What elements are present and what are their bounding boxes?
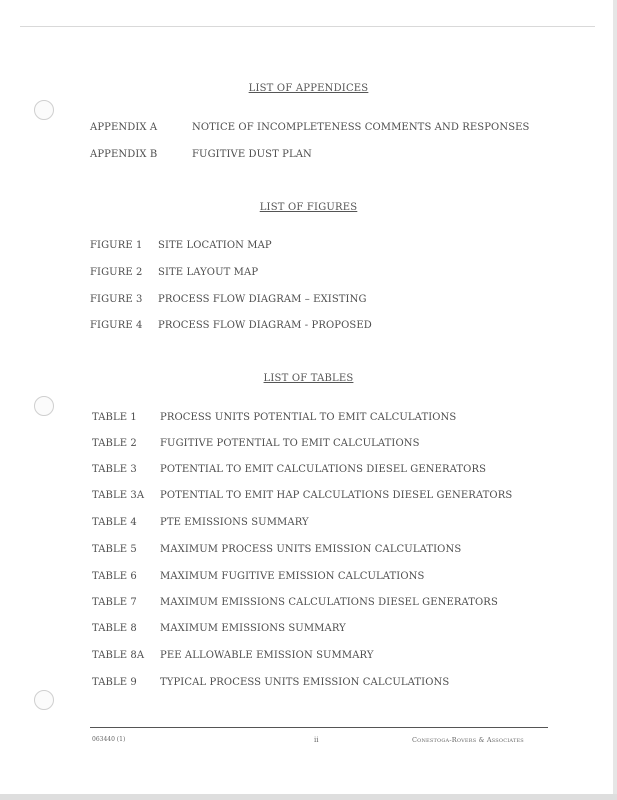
table-label: TABLE 4 bbox=[92, 517, 137, 528]
table-title: MAXIMUM EMISSIONS CALCULATIONS DIESEL GENERATORS bbox=[160, 597, 498, 608]
table-title: MAXIMUM FUGITIVE EMISSION CALCULATIONS bbox=[160, 571, 425, 582]
table-title: TYPICAL PROCESS UNITS EMISSION CALCULATIONS bbox=[160, 677, 450, 688]
footer-page-number: ii bbox=[314, 736, 319, 744]
figure-title: SITE LOCATION MAP bbox=[158, 240, 272, 251]
table-label: TABLE 2 bbox=[92, 438, 137, 449]
figure-label: FIGURE 3 bbox=[90, 294, 143, 305]
table-title: FUGITIVE POTENTIAL TO EMIT CALCULATIONS bbox=[160, 438, 420, 449]
figure-title: SITE LAYOUT MAP bbox=[158, 267, 259, 278]
footer-company: Conestoga-Rovers & Associates bbox=[412, 736, 524, 744]
table-title: POTENTIAL TO EMIT CALCULATIONS DIESEL GENERATORS bbox=[160, 464, 487, 475]
binder-hole-bottom bbox=[34, 690, 54, 710]
table-title: PTE EMISSIONS SUMMARY bbox=[160, 517, 309, 528]
table-title: PROCESS UNITS POTENTIAL TO EMIT CALCULATIONS bbox=[160, 412, 457, 423]
binder-hole-top bbox=[34, 100, 54, 120]
table-label: TABLE 8 bbox=[92, 623, 137, 634]
table-title: MAXIMUM PROCESS UNITS EMISSION CALCULATIONS bbox=[160, 544, 462, 555]
figures-heading: LIST OF FIGURES bbox=[259, 202, 358, 213]
binder-hole-middle bbox=[34, 396, 54, 416]
table-label: TABLE 8A bbox=[92, 650, 145, 661]
scan-edge-right bbox=[613, 0, 617, 800]
table-title: PEE ALLOWABLE EMISSION SUMMARY bbox=[160, 650, 374, 661]
appendices-heading: LIST OF APPENDICES bbox=[248, 83, 369, 94]
figure-label: FIGURE 2 bbox=[90, 267, 143, 278]
footer-doc-number: 063440 (1) bbox=[92, 736, 126, 743]
figure-title: PROCESS FLOW DIAGRAM – EXISTING bbox=[158, 294, 367, 305]
table-label: TABLE 3 bbox=[92, 464, 137, 475]
appendix-title: FUGITIVE DUST PLAN bbox=[192, 149, 312, 160]
table-label: TABLE 6 bbox=[92, 571, 137, 582]
figure-label: FIGURE 4 bbox=[90, 320, 143, 331]
scan-edge-bottom bbox=[0, 794, 617, 800]
tables-heading: LIST OF TABLES bbox=[263, 373, 354, 384]
figure-label: FIGURE 1 bbox=[90, 240, 143, 251]
appendix-label: APPENDIX B bbox=[90, 149, 158, 160]
table-label: TABLE 3A bbox=[92, 490, 145, 501]
appendix-title: NOTICE OF INCOMPLETENESS COMMENTS AND RESPONSES bbox=[192, 122, 530, 133]
table-title: POTENTIAL TO EMIT HAP CALCULATIONS DIESEL GENERATORS bbox=[160, 490, 513, 501]
top-rule bbox=[20, 26, 595, 27]
table-label: TABLE 5 bbox=[92, 544, 137, 555]
figure-title: PROCESS FLOW DIAGRAM - PROPOSED bbox=[158, 320, 372, 331]
table-title: MAXIMUM EMISSIONS SUMMARY bbox=[160, 623, 346, 634]
table-label: TABLE 7 bbox=[92, 597, 137, 608]
appendix-label: APPENDIX A bbox=[90, 122, 158, 133]
footer-rule bbox=[90, 727, 548, 728]
table-label: TABLE 9 bbox=[92, 677, 137, 688]
table-label: TABLE 1 bbox=[92, 412, 137, 423]
